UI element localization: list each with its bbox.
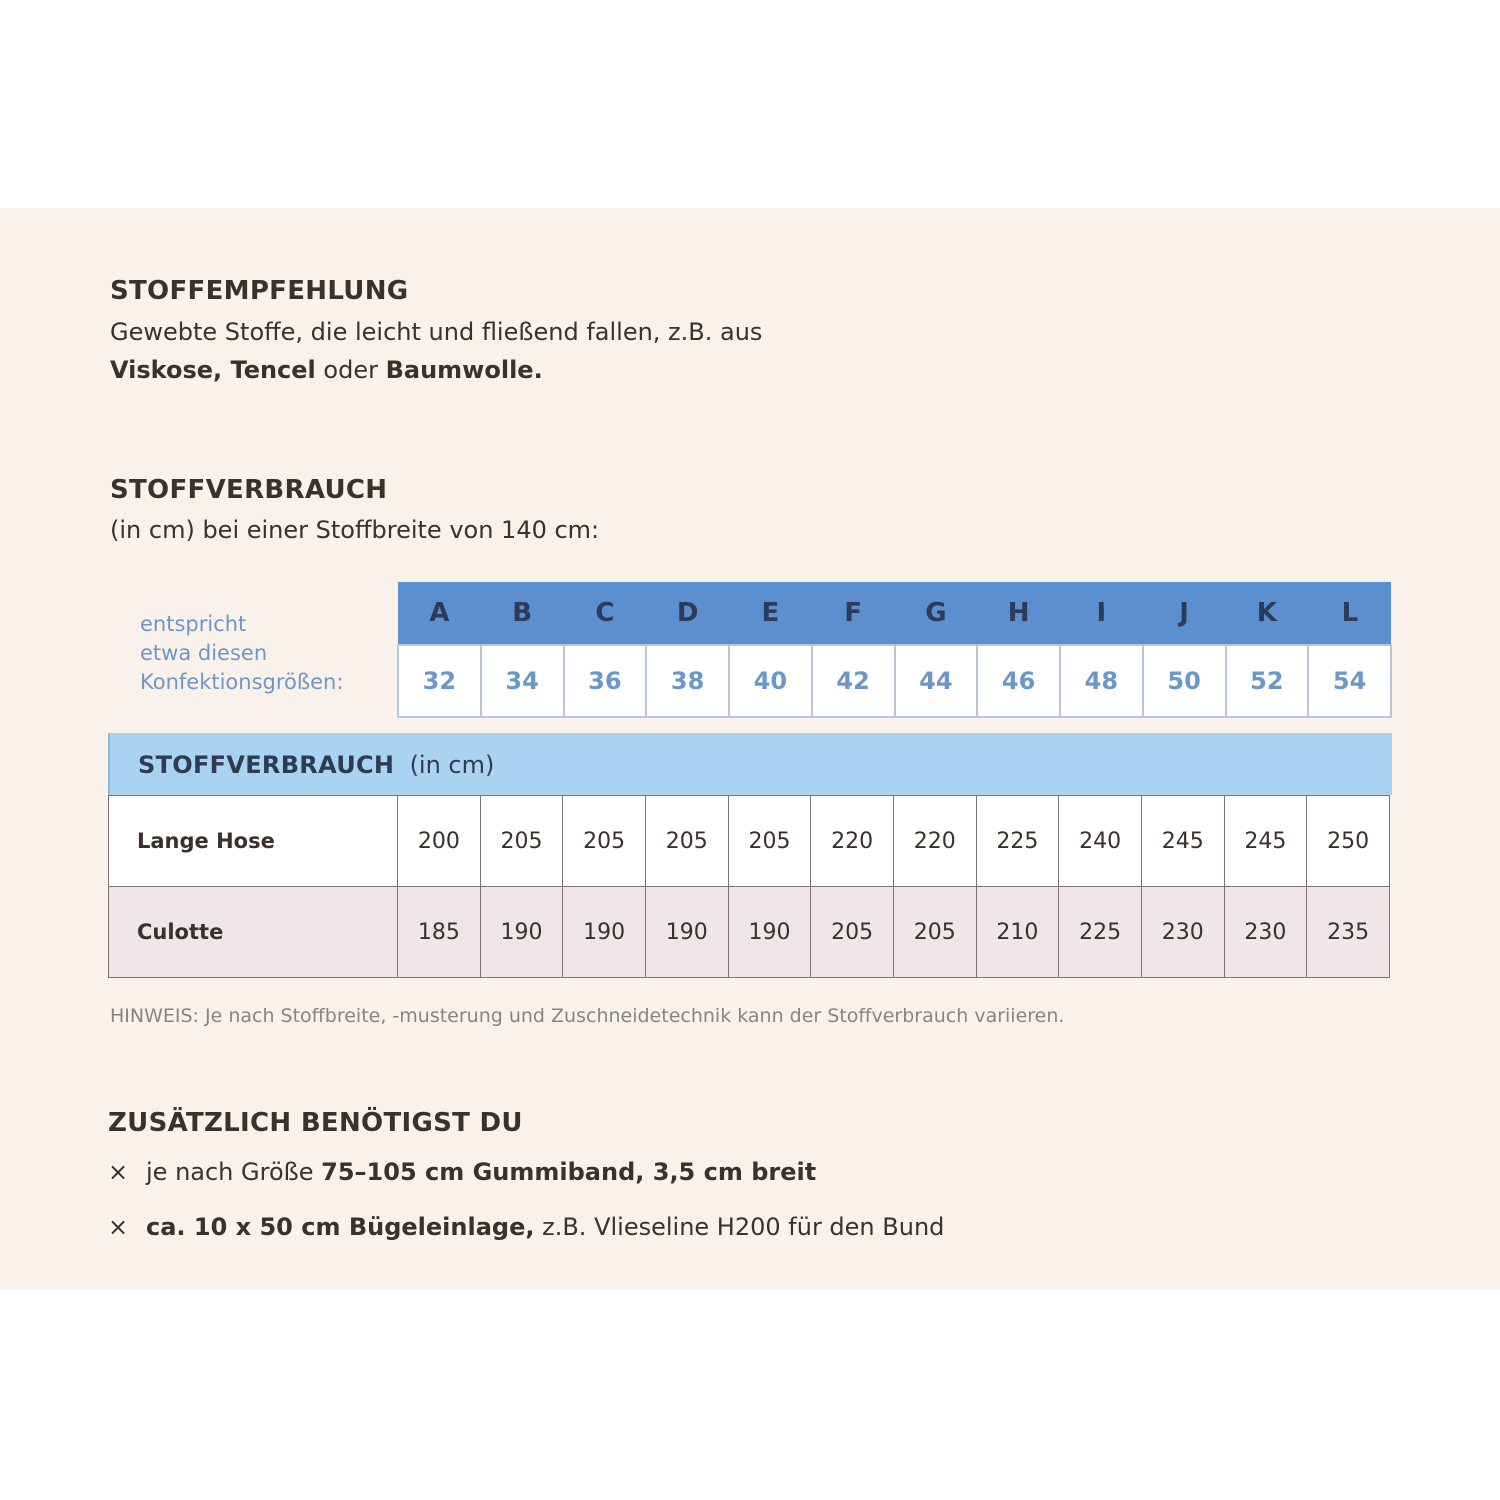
size-number: 32 bbox=[398, 645, 481, 717]
size-letter: A bbox=[398, 582, 481, 645]
table-cell: 205 bbox=[480, 796, 563, 887]
cross-bullet-icon: × bbox=[108, 1158, 129, 1186]
table-cell: 205 bbox=[563, 796, 646, 887]
size-number: 36 bbox=[564, 645, 647, 717]
size-letter: B bbox=[481, 582, 564, 645]
size-letter: K bbox=[1226, 582, 1309, 645]
size-letter: I bbox=[1060, 582, 1143, 645]
table-cell: 240 bbox=[1059, 796, 1142, 887]
row-label: Lange Hose bbox=[109, 796, 398, 887]
table-cell: 200 bbox=[398, 796, 481, 887]
table-row bbox=[109, 796, 1390, 887]
size-label-line: etwa diesen bbox=[140, 641, 268, 665]
size-number: 46 bbox=[977, 645, 1060, 717]
table-cell: 250 bbox=[1307, 796, 1390, 887]
usage-table-title bbox=[138, 751, 494, 779]
table-cell: 225 bbox=[976, 796, 1059, 887]
item-bold: 75–105 cm Gummiband, 3,5 cm breit bbox=[321, 1158, 817, 1186]
materials-joiner: oder bbox=[315, 356, 386, 384]
table-cell: 190 bbox=[480, 887, 563, 978]
table-cell: 235 bbox=[1307, 887, 1390, 978]
table-cell: 225 bbox=[1059, 887, 1142, 978]
size-letter: E bbox=[729, 582, 812, 645]
size-letter: H bbox=[977, 582, 1060, 645]
size-number: 38 bbox=[646, 645, 729, 717]
table-cell: 190 bbox=[563, 887, 646, 978]
usage-title-bold: STOFFVERBRAUCH bbox=[138, 751, 395, 779]
usage-title-unit: (in cm) bbox=[409, 751, 495, 779]
table-cell: 230 bbox=[1224, 887, 1307, 978]
table-cell: 185 bbox=[398, 887, 481, 978]
size-letter: J bbox=[1143, 582, 1226, 645]
size-letter: L bbox=[1308, 582, 1391, 645]
size-label-line: entspricht bbox=[140, 612, 247, 636]
table-cell: 205 bbox=[645, 796, 728, 887]
table-cell: 190 bbox=[728, 887, 811, 978]
size-label-line: Konfektionsgrößen: bbox=[140, 670, 344, 694]
size-number: 40 bbox=[729, 645, 812, 717]
item-bold: ca. 10 x 50 cm Bügeleinlage, bbox=[146, 1213, 535, 1241]
materials-bold-2: Baumwolle. bbox=[385, 356, 543, 384]
size-table bbox=[397, 582, 1392, 718]
cross-bullet-icon: × bbox=[108, 1213, 129, 1241]
hint-note: HINWEIS: Je nach Stoffbreite, -musterung und Zuschneidetechnik kann der Stoffverbrauch variieren. bbox=[110, 1005, 1065, 1027]
size-letter-row bbox=[398, 582, 1391, 645]
table-cell: 210 bbox=[976, 887, 1059, 978]
size-number-row bbox=[398, 645, 1391, 717]
usage-table bbox=[108, 795, 1390, 978]
table-row bbox=[109, 887, 1390, 978]
size-letter: D bbox=[646, 582, 729, 645]
table-cell: 220 bbox=[811, 796, 894, 887]
fabric-recommendation-materials bbox=[110, 356, 543, 384]
row-label: Culotte bbox=[109, 887, 398, 978]
fabric-recommendation-text: Gewebte Stoffe, die leicht und fließend fallen, z.B. aus bbox=[110, 318, 763, 346]
size-number: 34 bbox=[481, 645, 564, 717]
fabric-recommendation-heading: STOFFEMPFEHLUNG bbox=[110, 276, 409, 306]
size-letter: G bbox=[895, 582, 978, 645]
consumption-subtitle: (in cm) bei einer Stoffbreite von 140 cm: bbox=[110, 516, 600, 544]
materials-bold-1: Viskose, Tencel bbox=[110, 356, 316, 384]
extras-heading: ZUSÄTZLICH BENÖTIGST DU bbox=[108, 1108, 523, 1138]
table-cell: 205 bbox=[728, 796, 811, 887]
item-text: je nach Größe bbox=[146, 1158, 322, 1186]
consumption-heading: STOFFVERBRAUCH bbox=[110, 475, 388, 505]
table-cell: 205 bbox=[811, 887, 894, 978]
usage-table-header bbox=[108, 733, 1392, 795]
list-item bbox=[108, 1213, 944, 1241]
size-number: 44 bbox=[895, 645, 978, 717]
item-text: z.B. Vlieseline H200 für den Bund bbox=[534, 1213, 945, 1241]
size-number: 50 bbox=[1143, 645, 1226, 717]
size-number: 54 bbox=[1308, 645, 1391, 717]
size-letter: C bbox=[564, 582, 647, 645]
size-number: 42 bbox=[812, 645, 895, 717]
size-number: 52 bbox=[1226, 645, 1309, 717]
table-cell: 245 bbox=[1224, 796, 1307, 887]
table-cell: 190 bbox=[645, 887, 728, 978]
table-cell: 205 bbox=[893, 887, 976, 978]
size-letter: F bbox=[812, 582, 895, 645]
table-cell: 220 bbox=[893, 796, 976, 887]
size-number: 48 bbox=[1060, 645, 1143, 717]
table-cell: 245 bbox=[1141, 796, 1224, 887]
table-cell: 230 bbox=[1141, 887, 1224, 978]
list-item bbox=[108, 1158, 816, 1186]
size-mapping-label bbox=[140, 610, 343, 697]
